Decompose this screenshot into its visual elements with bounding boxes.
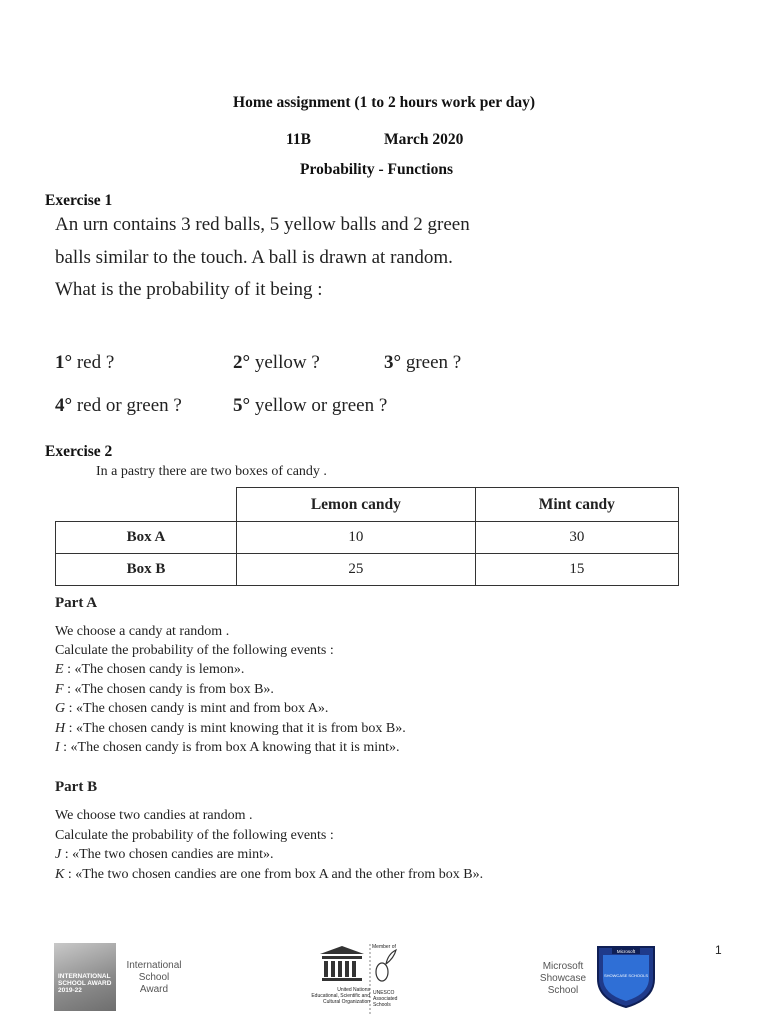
isa-logo-text: INTERNATIONAL SCHOOL AWARD 2019-22 — [58, 973, 112, 994]
part-a-heading: Part A — [55, 595, 98, 611]
event-letter: I — [55, 740, 60, 755]
microsoft-showcase-shield-icon — [594, 943, 658, 1009]
ms-badge-title: Microsoft — [616, 949, 636, 954]
event-f — [55, 680, 274, 700]
isa-label-line: School — [138, 972, 170, 983]
question-3 — [384, 352, 461, 374]
unesco-org-label — [298, 987, 370, 1005]
exercise1-heading: Exercise 1 — [45, 192, 113, 209]
question-num: 3° — [384, 352, 402, 373]
date-label: March 2020 — [384, 131, 464, 148]
event-text: : «The chosen candy is mint and from box A». — [65, 701, 329, 716]
event-k — [55, 865, 483, 885]
row-header: Box A — [56, 522, 237, 554]
event-j — [55, 845, 274, 865]
exercise2-heading: Exercise 2 — [45, 443, 113, 460]
table-cell: 25 — [237, 554, 476, 586]
column-header: Mint candy — [475, 488, 678, 522]
event-h — [55, 719, 406, 739]
unesco-assoc-line: Schools — [373, 1002, 391, 1008]
event-text: : «The chosen candy is from box B». — [63, 682, 274, 697]
part-a-intro: We choose a candy at random . — [55, 624, 230, 639]
table-cell: 15 — [475, 554, 678, 586]
unesco-org-line: Educational, Scientific and — [311, 993, 370, 999]
event-letter: H — [55, 721, 66, 736]
unesco-org-line: United Nations — [337, 987, 370, 993]
candy-table — [55, 487, 679, 586]
class-label: 11B — [286, 131, 311, 148]
question-num: 2° — [233, 352, 251, 373]
event-letter: G — [55, 701, 66, 716]
ms-badge-subtitle: SHOWCASE SCHOOLS — [603, 973, 649, 978]
page-number: 1 — [715, 943, 722, 957]
question-text: yellow or green ? — [254, 395, 388, 416]
question-4 — [55, 395, 182, 417]
row-header: Box B — [56, 554, 237, 586]
exercise1-text: An urn contains 3 red balls, 5 yellow balls and 2 green balls similar to the touch. A ball is drawn at random. What is the probability of it being : — [55, 214, 470, 300]
question-5 — [233, 395, 387, 417]
exercise2-intro: In a pastry there are two boxes of candy . — [96, 464, 327, 479]
isa-label-line: Award — [139, 984, 169, 995]
column-header: Lemon candy — [237, 488, 476, 522]
ms-label-line: Showcase — [539, 973, 587, 984]
isa-label-line: International — [126, 960, 182, 971]
event-text: : «The chosen candy is lemon». — [63, 662, 245, 677]
question-text: yellow ? — [254, 352, 320, 373]
part-b-intro: We choose two candies at random . — [55, 808, 253, 823]
event-text: : «The two chosen candies are mint». — [61, 847, 274, 862]
page-subtitle: Probability - Functions — [300, 161, 454, 178]
part-a-instruction: Calculate the probability of the following events : — [55, 643, 334, 658]
event-letter: K — [55, 867, 65, 882]
question-text: red ? — [76, 352, 115, 373]
event-i — [55, 738, 400, 758]
event-text: : «The two chosen candies are one from box A and the other from box B». — [64, 867, 484, 882]
event-text: : «The chosen candy is mint knowing that it is from box B». — [65, 721, 406, 736]
part-b-instruction: Calculate the probability of the following events : — [55, 828, 334, 843]
table-cell: 30 — [475, 522, 678, 554]
question-num: 5° — [233, 395, 251, 416]
ms-label-line: Microsoft — [542, 961, 584, 972]
microsoft-showcase-label — [537, 961, 589, 997]
international-school-award-logo — [54, 943, 116, 1011]
table-row — [56, 522, 679, 554]
question-num: 1° — [55, 352, 73, 373]
ms-label-line: School — [547, 985, 579, 996]
question-1 — [55, 352, 114, 374]
unesco-assoc-label — [373, 990, 397, 1008]
event-text: : «The chosen candy is from box A knowing that it is mint». — [59, 740, 400, 755]
unesco-member-label: Member of — [372, 944, 396, 950]
event-g — [55, 699, 328, 719]
question-text: red or green ? — [76, 395, 182, 416]
table-corner — [56, 488, 237, 522]
unesco-org-line: Cultural Organization — [323, 999, 370, 1005]
isa-label — [125, 960, 183, 996]
question-text: green ? — [405, 352, 462, 373]
table-header-row — [56, 488, 679, 522]
event-letter: J — [55, 847, 62, 862]
unesco-assoc-line: Associated — [373, 996, 398, 1002]
unesco-assoc-line: UNESCO — [373, 990, 395, 996]
event-letter: F — [55, 682, 64, 697]
table-row — [56, 554, 679, 586]
event-e — [55, 660, 244, 680]
event-letter: E — [55, 662, 64, 677]
question-num: 4° — [55, 395, 73, 416]
page-title: Home assignment (1 to 2 hours work per day) — [233, 94, 535, 111]
table-cell: 10 — [237, 522, 476, 554]
part-b-heading: Part B — [55, 779, 98, 795]
question-2 — [233, 352, 320, 374]
